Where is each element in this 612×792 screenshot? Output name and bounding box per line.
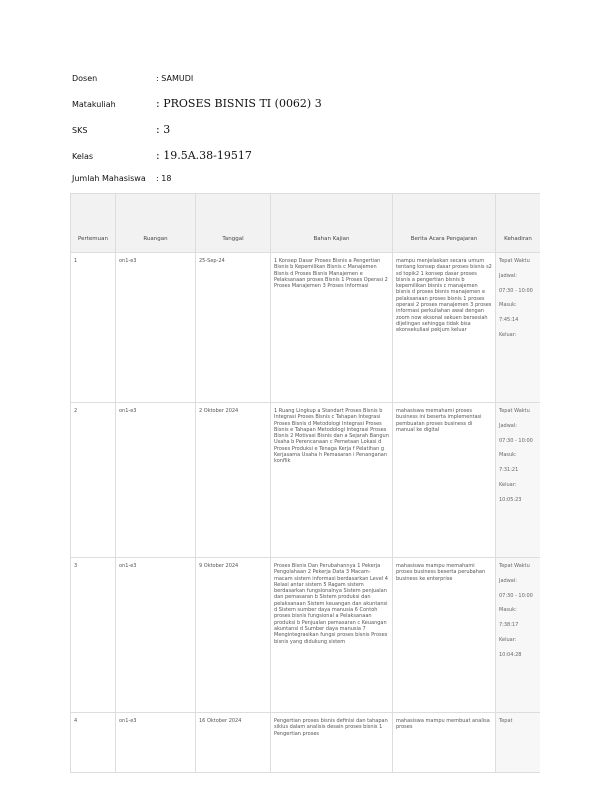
sks-value: : 3 <box>156 123 171 136</box>
kehadiran-line: Tepat <box>499 718 513 724</box>
cell-tanggal: 16 Oktober 2024 <box>196 713 271 773</box>
cell-bahan-kajian: 1 Ruang Lingkup a Standart Proses Bisnis b Integrasi Proses Bisnis c Tahapan Integrasi Proses Bisnis d Metodologi Integrasi Proses Bisnis e Tahapan Metodologi Integrasi Proses Bisnis 2 Motivasi Bisnis dan a Sejarah Bangun Usaha b Perencanaan c Pemetaan Lokasi d Proses Produksi e Tenaga Kerja f Pelatihan g Kerjasama Usaha h Pemasaran i Penanganan konflik <box>271 403 393 558</box>
cell-bahan-kajian: Proses Bisnis Dan Perubahannya 1 Pekerja Pengolahaan 2 Pekerja Data 3 Macam-macam sistem informasi berdasarkan Level 4 Relasi antar sistem 5 Ragam sistem berdasarkan fungsionalnya Sistem penjualan dan pemasaran b Sistem produksi dan pelaksanaan Sistem keuangan dan akuntansi d Sistem sumber daya manusia 6 Contoh proses bisnis fungsional a Pelaksanaan produksi b Penjualan pemasaran c Keuangan akuntansi d Sumber daya manusia 7 Mengintegrasikan fungsi proses bisnis Proses bisnis yang didukung sistem <box>271 558 393 713</box>
kehadiran-line: Tepat Waktu <box>499 408 530 414</box>
cell-berita-acara: mahasiswa mampu memahami proses business beserta perubahan business ke enterprise <box>393 558 496 713</box>
cell-pertemuan: 2 <box>71 403 116 558</box>
kehadiran-line: Jadwal: <box>499 272 517 279</box>
cell-bahan-kajian: Pengertian proses bisnis definisi dan tahapan siklus dalam analisis desain proses bisnis 1 Pengertian proses <box>271 713 393 773</box>
kelas-value: : 19.5A.38-19517 <box>156 149 252 162</box>
header-ruangan: Ruangan <box>116 194 196 253</box>
kehadiran-line: Masuk: <box>499 302 517 309</box>
sks-label: SKS <box>72 126 88 135</box>
cell-ruangan: on1-e3 <box>116 713 196 773</box>
kehadiran-line: 7:38:17 <box>499 622 519 629</box>
matakuliah-value: : PROSES BISNIS TI (0062) 3 <box>156 97 322 110</box>
kehadiran-line: Jadwal: <box>499 422 517 429</box>
matakuliah-label: Matakuliah <box>72 100 116 109</box>
kehadiran-line: Masuk: <box>499 607 517 614</box>
dosen-value: : SAMUDI <box>156 74 194 83</box>
attendance-table <box>70 193 540 773</box>
kehadiran-line: 07:30 - 10:00 <box>499 287 533 294</box>
cell-pertemuan: 1 <box>71 253 116 403</box>
kehadiran-line: 07:30 - 10:00 <box>499 592 533 599</box>
kehadiran-line: Tepat Waktu <box>499 258 530 264</box>
header-bahan-kajian: Bahan Kajian <box>271 194 393 253</box>
cell-berita-acara: mampu menjelaskan secara umum tentang konsep dasar proses bisnis s2 sd topik2 1 konsep dasar proses bisnis a pengertian bisnis b kepemilikan bisnis c manajemen bisnis d proses bisnis manajemen e pelaksanaan proses bisnis 1 proses operasi 2 proses manajemen 3 proses informasi perkuliahan awal dengan zoom now eksonal sekuen bersesiah dijelingan sehingga tidak bisa ekonsekuliasi pekjum keluar <box>393 253 496 403</box>
cell-tanggal: 25-Sep-24 <box>196 253 271 403</box>
cell-tanggal: 9 Oktober 2024 <box>196 558 271 713</box>
cell-ruangan: on1-e3 <box>116 253 196 403</box>
dosen-label: Dosen <box>72 74 98 83</box>
kehadiran-line: 7:45:14 <box>499 317 519 324</box>
cell-berita-acara: mahasiswa mampu membuat analisa proses <box>393 713 496 773</box>
table-row <box>71 713 541 773</box>
cell-ruangan: on1-e3 <box>116 558 196 713</box>
cell-kehadiran <box>496 253 541 403</box>
kehadiran-line: 07:30 - 10:00 <box>499 437 533 444</box>
kehadiran-line: Keluar: <box>499 636 517 643</box>
header-tanggal: Tanggal <box>196 194 271 253</box>
table-row <box>71 558 541 713</box>
cell-pertemuan: 4 <box>71 713 116 773</box>
cell-bahan-kajian: 1 Konsep Dasar Proses Bisnis a Pengertian Bisnis b Kepemilikan Bisnis c Manajemen Bisnis d Proses Bisnis Manajemen e Pelaksanaan proses Bisnis 1 Proses Operasi 2 Proses Manajemen 3 Proses Informasi <box>271 253 393 403</box>
kehadiran-line: Masuk: <box>499 452 517 459</box>
jumlah-value: : 18 <box>156 174 172 183</box>
cell-pertemuan: 3 <box>71 558 116 713</box>
cell-ruangan: on1-e3 <box>116 403 196 558</box>
cell-kehadiran <box>496 403 541 558</box>
kelas-label: Kelas <box>72 152 94 161</box>
kehadiran-line: Jadwal: <box>499 577 517 584</box>
kehadiran-line: Tepat Waktu <box>499 563 530 569</box>
kehadiran-line: 10:04:28 <box>499 651 522 658</box>
table-header-row <box>71 194 541 253</box>
cell-kehadiran <box>496 713 541 773</box>
cell-berita-acara: mahasiswa memahami proses business ini beserta implementasi pembuatan proses business di manual ke digital <box>393 403 496 558</box>
header-berita-acara: Berita Acara Pengajaran <box>393 194 496 253</box>
cell-tanggal: 2 Oktober 2024 <box>196 403 271 558</box>
header-pertemuan: Pertemuan <box>71 194 116 253</box>
jumlah-label: Jumlah Mahasiswa <box>72 174 146 183</box>
cell-kehadiran <box>496 558 541 713</box>
table-row <box>71 253 541 403</box>
table-row <box>71 403 541 558</box>
kehadiran-line: 10:05:23 <box>499 496 522 503</box>
attendance-table-wrapper <box>70 193 540 792</box>
header-kehadiran: Kehadiran <box>496 194 541 253</box>
kehadiran-line: Keluar: <box>499 481 517 488</box>
kehadiran-line: Keluar: <box>499 331 517 338</box>
kehadiran-line: 7:31:21 <box>499 467 519 474</box>
